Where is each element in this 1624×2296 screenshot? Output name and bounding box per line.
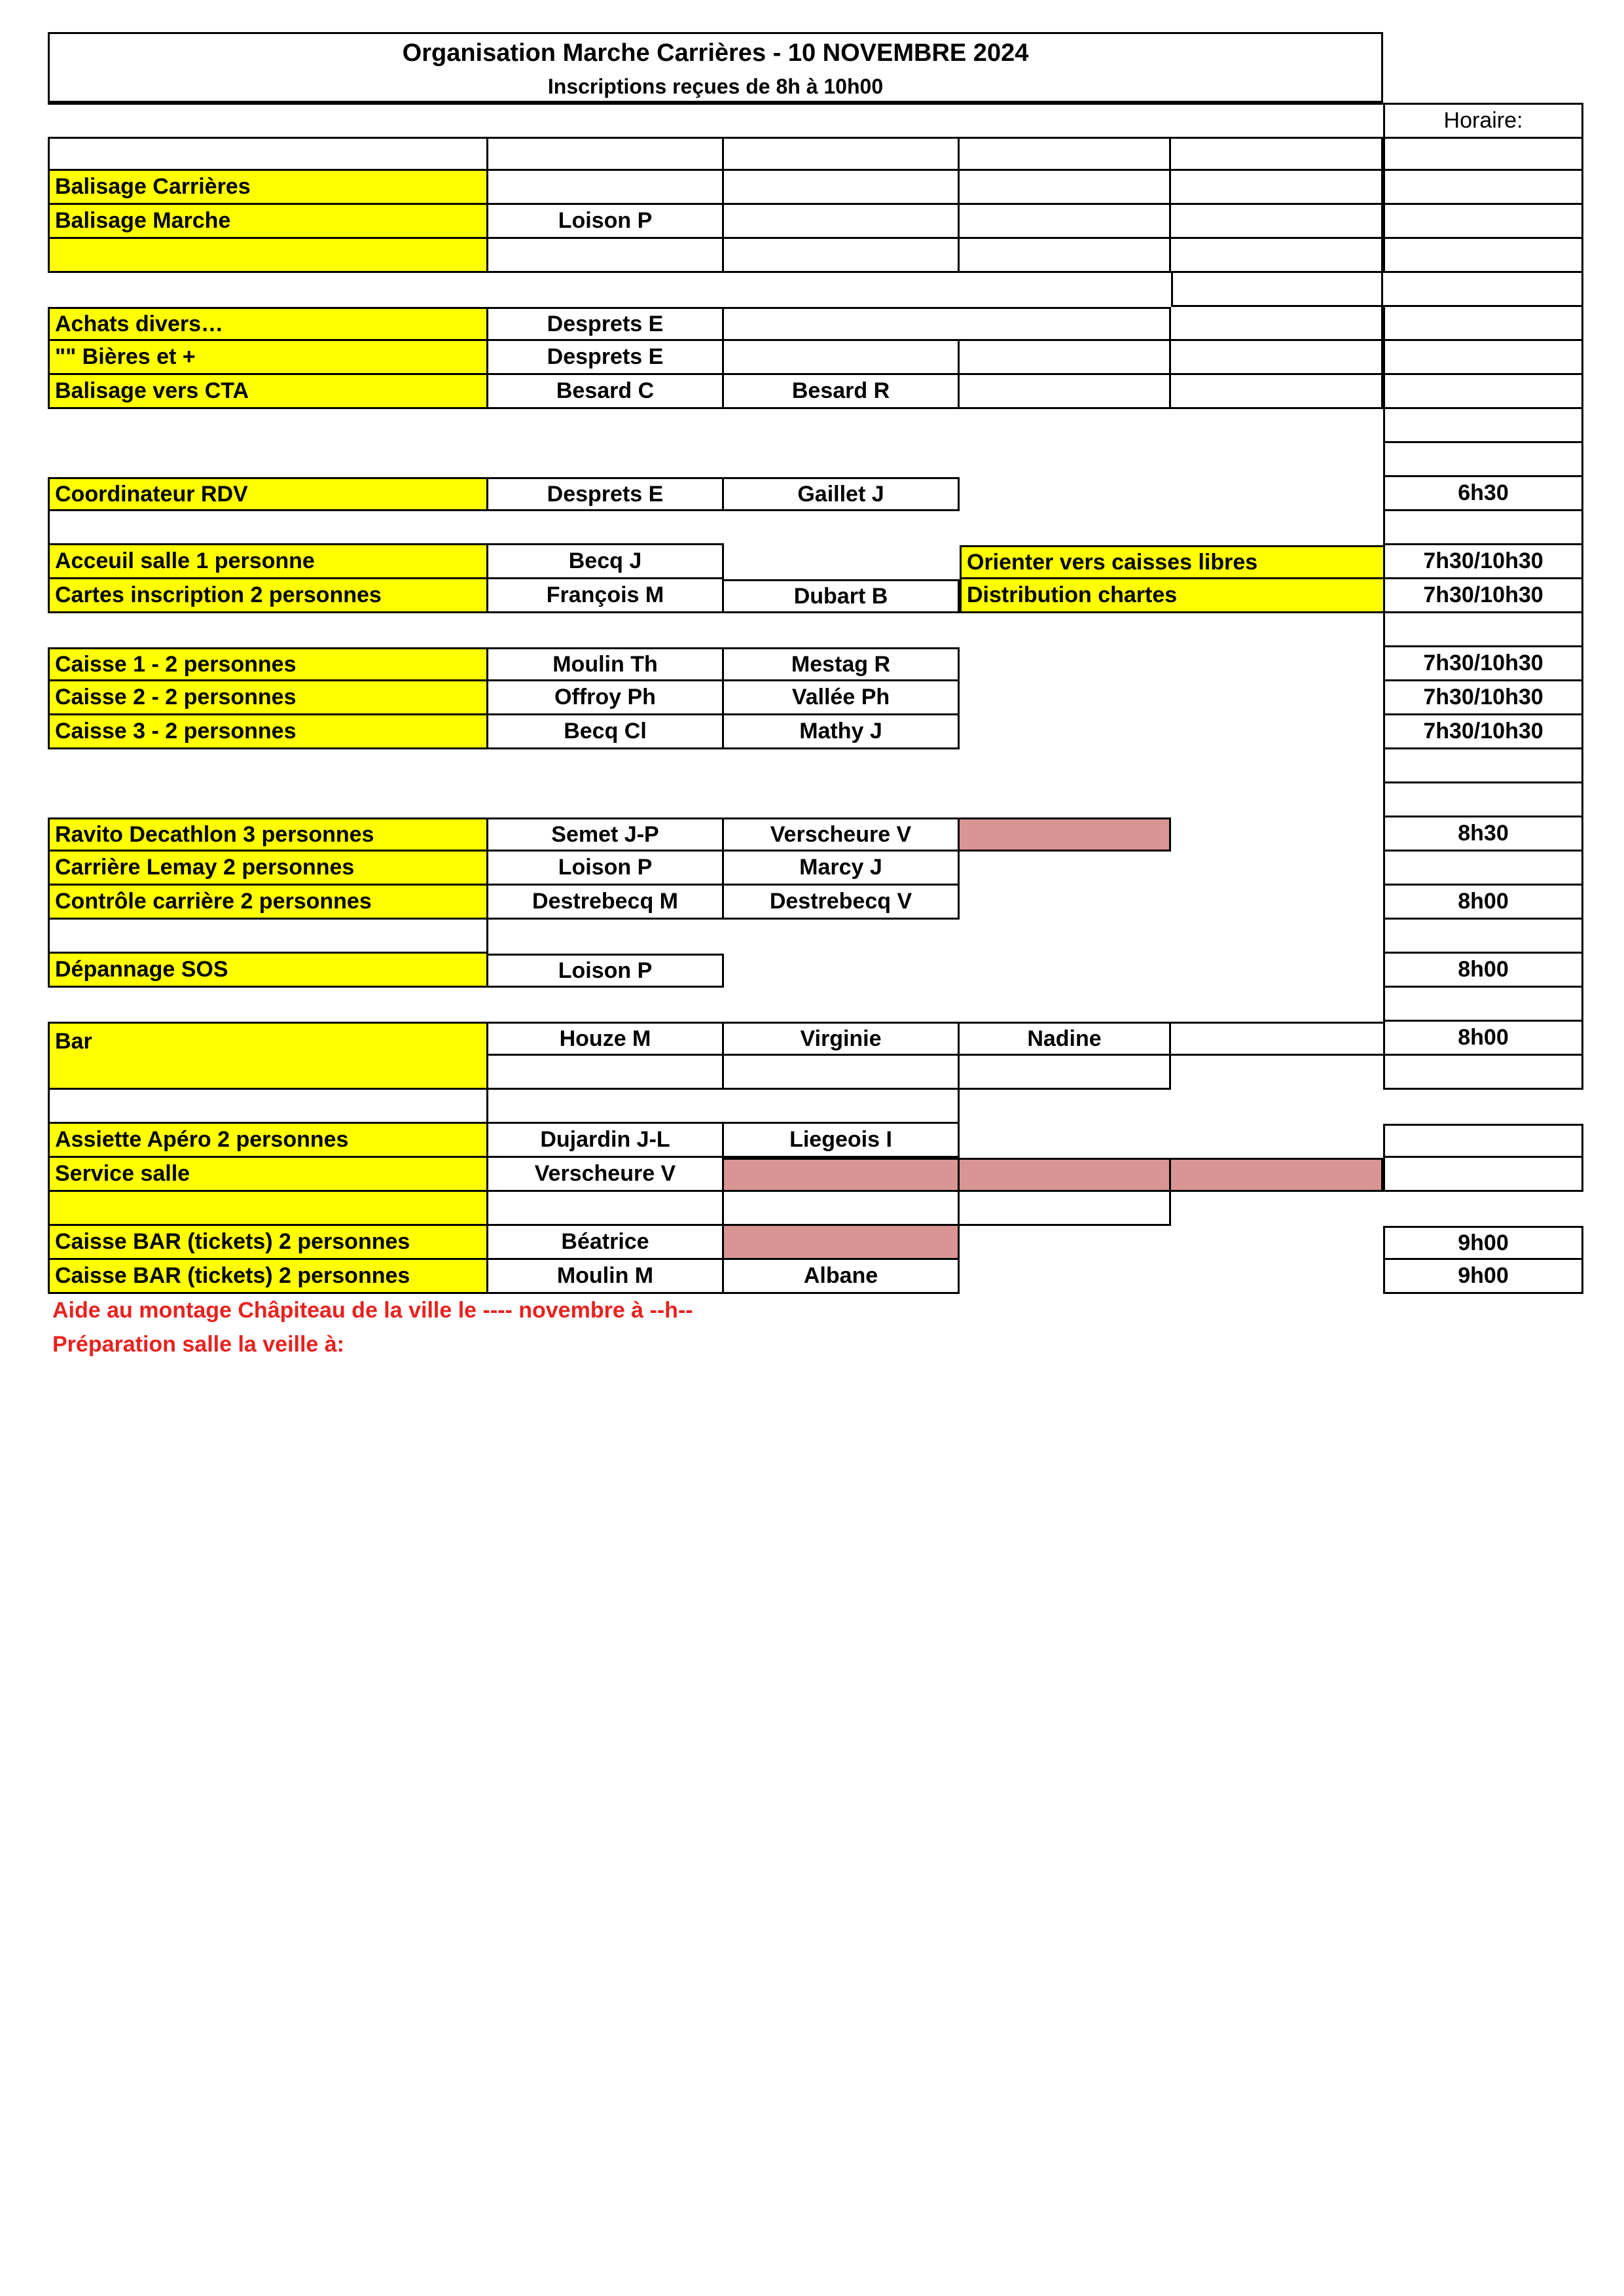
- role-label: Coordinateur RDV: [48, 477, 488, 511]
- person-cell: Besard C: [488, 375, 724, 409]
- time-cell: [1383, 988, 1583, 1022]
- time-cell: [1383, 852, 1583, 886]
- blank-cell: [48, 511, 724, 545]
- blank-cell: [48, 137, 488, 171]
- role-note: Distribution chartes: [960, 579, 1383, 613]
- time-cell: [1383, 307, 1583, 341]
- role-label: Contrôle carrière 2 personnes: [48, 886, 488, 920]
- person-cell: [1171, 171, 1383, 205]
- time-cell: [1383, 137, 1583, 171]
- time-cell: [1383, 443, 1583, 477]
- person-cell: [724, 545, 960, 579]
- role-label: Caisse BAR (tickets) 2 personnes: [48, 1226, 488, 1260]
- time-cell: 7h30/10h30: [1383, 579, 1583, 613]
- person-cell: [1171, 375, 1383, 409]
- role-label: Balisage Carrières: [48, 171, 488, 205]
- person-cell: Desprets E: [488, 341, 724, 375]
- role-label: Dépannage SOS: [48, 954, 488, 988]
- role-label-empty: [48, 1192, 488, 1226]
- person-cell: Desprets E: [488, 307, 724, 341]
- time-cell: [1383, 783, 1583, 817]
- role-label: Caisse 2 - 2 personnes: [48, 681, 488, 715]
- role-label: Caisse 1 - 2 personnes: [48, 647, 488, 681]
- time-cell: [1383, 205, 1583, 239]
- time-cell: [1383, 613, 1583, 647]
- time-cell: 9h00: [1383, 1260, 1583, 1294]
- person-cell: [960, 341, 1171, 375]
- role-label: Balisage Marche: [48, 205, 488, 239]
- page-title: Organisation Marche Carrières - 10 NOVEMBRE 2024: [402, 39, 1029, 67]
- person-cell: Liegeois I: [724, 1124, 960, 1158]
- role-label: Cartes inscription 2 personnes: [48, 579, 488, 613]
- person-cell: [960, 239, 1171, 273]
- person-cell: [724, 1192, 960, 1226]
- blank-cell: [488, 137, 724, 171]
- unassigned-slot: [1171, 1158, 1383, 1192]
- person-cell: Verscheure V: [724, 817, 960, 852]
- role-label: Caisse BAR (tickets) 2 personnes: [48, 1260, 488, 1294]
- time-cell: 8h00: [1383, 886, 1583, 920]
- person-cell: Offroy Ph: [488, 681, 724, 715]
- person-cell: Mathy J: [724, 715, 960, 749]
- person-cell: Besard R: [724, 375, 960, 409]
- blank-band: [48, 103, 1383, 137]
- blank-cell: [48, 920, 488, 954]
- role-label: Ravito Decathlon 3 personnes: [48, 817, 488, 852]
- person-cell: [724, 307, 1171, 341]
- time-cell: 8h30: [1383, 817, 1583, 852]
- time-cell: 8h00: [1383, 954, 1583, 988]
- person-cell: [1171, 1022, 1383, 1056]
- person-cell: Destrebecq M: [488, 886, 724, 920]
- person-cell: [724, 205, 960, 239]
- person-cell: Becq Cl: [488, 715, 724, 749]
- person-cell: [724, 171, 960, 205]
- person-cell: Gaillet J: [724, 477, 960, 511]
- time-cell: 7h30/10h30: [1383, 647, 1583, 681]
- role-label: Service salle: [48, 1158, 488, 1192]
- person-cell: [724, 1056, 960, 1090]
- person-cell: Loison P: [488, 954, 724, 988]
- person-cell: [960, 1056, 1171, 1090]
- time-cell: 7h30/10h30: [1383, 681, 1583, 715]
- person-cell: Verscheure V: [488, 1158, 724, 1192]
- role-label: Assiette Apéro 2 personnes: [48, 1124, 488, 1158]
- note-chapiteau: Aide au montage Châpiteau de la ville le ---- novembre à --h--: [52, 1298, 693, 1323]
- person-cell: Desprets E: [488, 477, 724, 511]
- time-cell: [1383, 273, 1583, 307]
- time-cell: [1383, 920, 1583, 954]
- time-cell: [1383, 1056, 1583, 1090]
- person-cell: Destrebecq V: [724, 886, 960, 920]
- unassigned-slot: [724, 1226, 960, 1260]
- person-cell: Dujardin J-L: [488, 1124, 724, 1158]
- role-label: Caisse 3 - 2 personnes: [48, 715, 488, 749]
- role-label: "" Bières et +: [48, 341, 488, 375]
- person-cell: Moulin Th: [488, 647, 724, 681]
- role-label: Achats divers…: [48, 307, 488, 341]
- person-cell: [488, 1056, 724, 1090]
- person-cell: [724, 239, 960, 273]
- person-cell: [960, 171, 1171, 205]
- person-cell: [488, 171, 724, 205]
- person-cell: Dubart B: [724, 579, 960, 613]
- role-label: Bar: [48, 1022, 488, 1090]
- person-cell: Albane: [724, 1260, 960, 1294]
- unassigned-slot: [960, 1158, 1171, 1192]
- unassigned-slot: [724, 1158, 960, 1192]
- person-cell: [488, 239, 724, 273]
- role-label: Acceuil salle 1 personne: [48, 545, 488, 579]
- time-cell: 9h00: [1383, 1226, 1583, 1260]
- time-cell: 7h30/10h30: [1383, 715, 1583, 749]
- person-cell: Vallée Ph: [724, 681, 960, 715]
- time-cell: [1383, 409, 1583, 443]
- person-cell: Béatrice: [488, 1226, 724, 1260]
- person-cell: [960, 375, 1171, 409]
- person-cell: Nadine: [960, 1022, 1171, 1056]
- time-cell: [1383, 375, 1583, 409]
- person-cell: Loison P: [488, 852, 724, 886]
- blank-cell: [724, 137, 960, 171]
- blank-cell: [48, 1090, 488, 1124]
- person-cell: Virginie: [724, 1022, 960, 1056]
- blank-cell: [960, 137, 1171, 171]
- page-subtitle: Inscriptions reçues de 8h à 10h00: [547, 75, 884, 98]
- person-cell: Marcy J: [724, 852, 960, 886]
- person-cell: Moulin M: [488, 1260, 724, 1294]
- time-cell: [1383, 171, 1583, 205]
- unassigned-slot: [960, 817, 1171, 852]
- time-cell: [1383, 1158, 1583, 1192]
- blank-cell: [488, 1090, 960, 1124]
- blank-cell: [1171, 137, 1383, 171]
- role-label: Balisage vers CTA: [48, 375, 488, 409]
- time-cell: 7h30/10h30: [1383, 545, 1583, 579]
- person-cell: Becq J: [488, 545, 724, 579]
- person-cell: [1171, 341, 1383, 375]
- person-cell: Semet J-P: [488, 817, 724, 852]
- person-cell: Mestag R: [724, 647, 960, 681]
- time-cell: [1383, 1124, 1583, 1158]
- note-preparation: Préparation salle la veille à:: [52, 1332, 345, 1357]
- person-cell: [724, 341, 960, 375]
- horaire-header: Horaire:: [1383, 103, 1583, 137]
- role-note: Orienter vers caisses libres: [960, 545, 1383, 579]
- person-cell: Loison P: [488, 205, 724, 239]
- time-cell: 6h30: [1383, 477, 1583, 511]
- role-label: Carrière Lemay 2 personnes: [48, 852, 488, 886]
- person-cell: [1171, 205, 1383, 239]
- person-cell: [960, 205, 1171, 239]
- time-cell: [1383, 341, 1583, 375]
- role-label-empty: [48, 239, 488, 273]
- time-cell: [1383, 511, 1583, 545]
- title-box: [48, 32, 1383, 103]
- person-cell: François M: [488, 579, 724, 613]
- time-cell: 8h00: [1383, 1022, 1583, 1056]
- person-cell: [960, 1192, 1171, 1226]
- blank-cell: [1171, 273, 1383, 307]
- person-cell: Houze M: [488, 1022, 724, 1056]
- time-cell: [1383, 749, 1583, 783]
- person-cell: [488, 1192, 724, 1226]
- person-cell: [1171, 307, 1383, 341]
- time-cell: [1383, 239, 1583, 273]
- person-cell: [1171, 239, 1383, 273]
